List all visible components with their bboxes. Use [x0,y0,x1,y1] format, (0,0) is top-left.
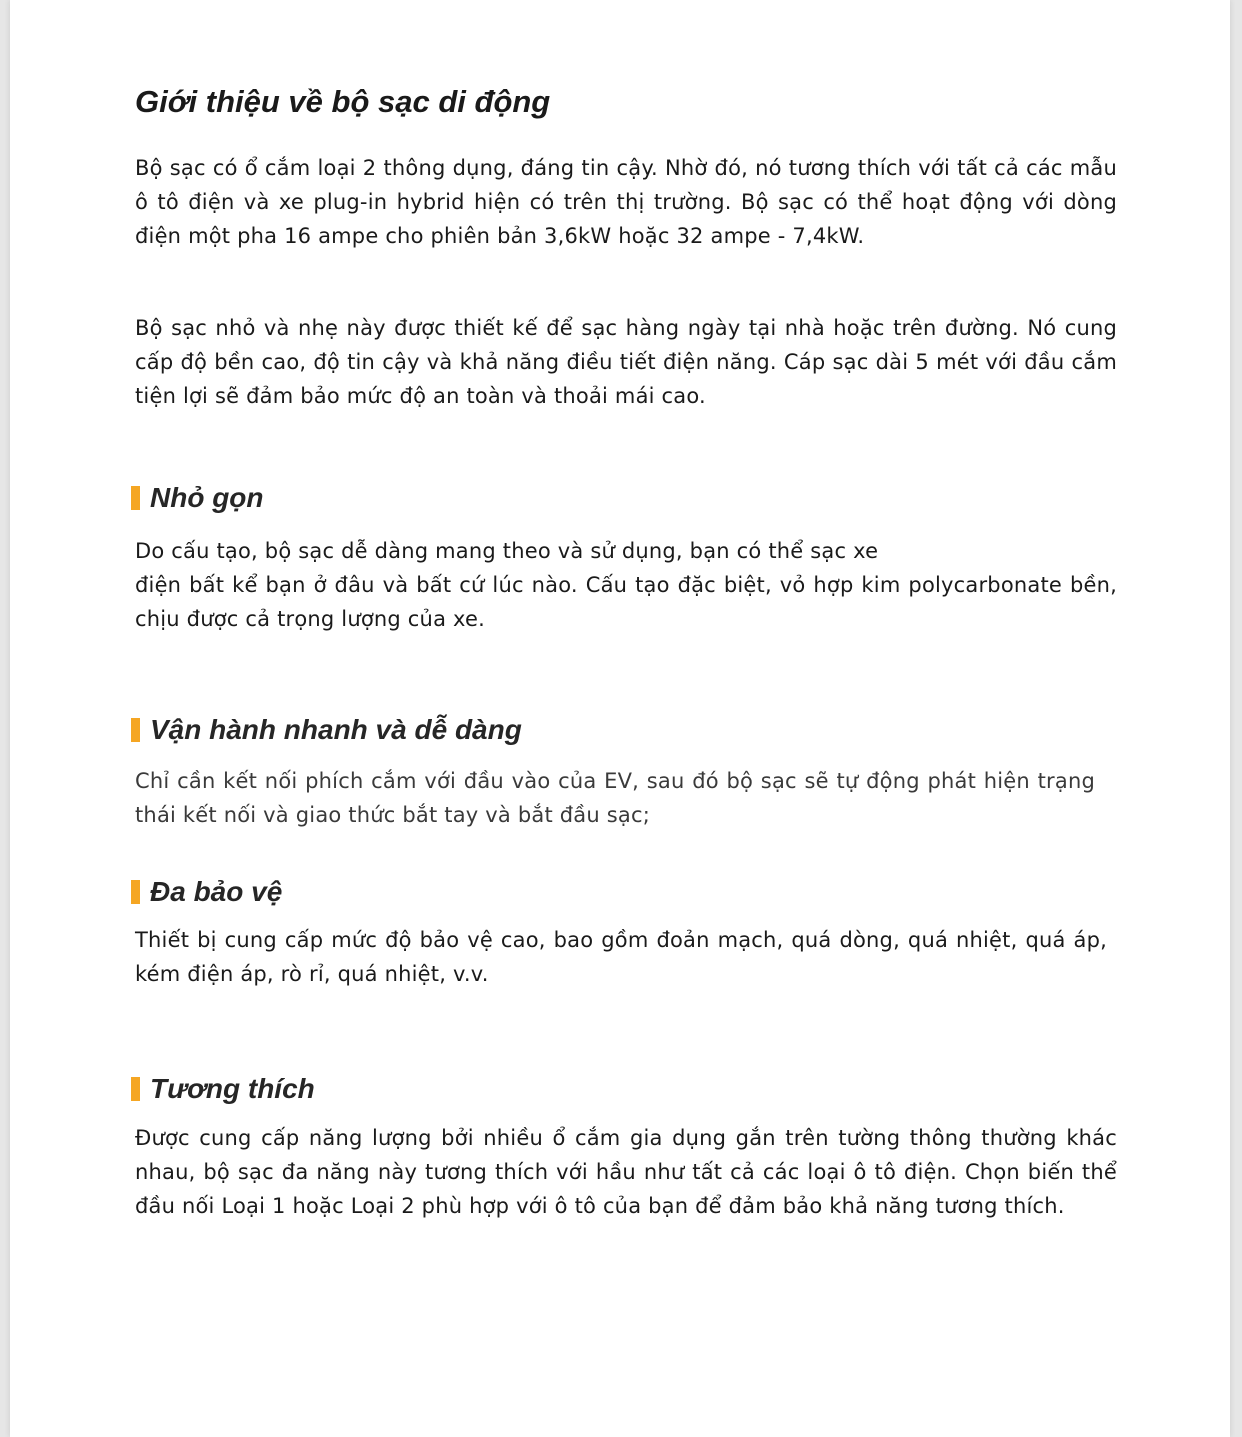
section-text-compatibility: Được cung cấp năng lượng bởi nhiều ổ cắm gia dụng gắn trên tường thông thường khác nhau, bộ sạc đa năng này tương thích với hầu như tất cả các loại ô tô điện. Chọn biến thể đầu nối Loại 1 hoặc Loại 2 phù hợp với ô tô của bạn để đảm bảo khả năng tương thích. [135,1126,1117,1218]
accent-bar-icon [131,1077,140,1101]
section-heading-operation [131,714,522,746]
section-title: Tương thích [150,1073,315,1104]
section-heading-compact [131,482,264,514]
section-text-operation: Chỉ cần kết nối phích cắm với đầu vào của EV, sau đó bộ sạc sẽ tự động phát hiện trạng thái kết nối và giao thức bắt tay và bắt đầu sạc; [135,769,1095,827]
section-text-compact-line-1: Do cấu tạo, bộ sạc dễ dàng mang theo và sử dụng, bạn có thể sạc xe [135,539,879,563]
section-text-compact-line-2: điện bất kể bạn ở đâu và bất cứ lúc nào. Cấu tạo đặc biệt, vỏ hợp kim polycarbonate bền, chịu được cả trọng lượng của xe. [135,573,1117,631]
intro-paragraph-2: Bộ sạc nhỏ và nhẹ này được thiết kế để sạc hàng ngày tại nhà hoặc trên đường. Nó cung cấp độ bền cao, độ tin cậy và khả năng điều tiết điện năng. Cáp sạc dài 5 mét với đầu cắm tiện lợi sẽ đảm bảo mức độ an toàn và thoải mái cao. [135,316,1117,408]
section-title: Nhỏ gọn [150,482,264,513]
document-page [10,0,1230,1437]
accent-bar-icon [131,880,140,904]
accent-bar-icon [131,486,140,510]
section-title: Vận hành nhanh và dễ dàng [150,714,522,745]
section-heading-compatibility [131,1073,315,1105]
intro-paragraph-1: Bộ sạc có ổ cắm loại 2 thông dụng, đáng tin cậy. Nhờ đó, nó tương thích với tất cả các mẫu ô tô điện và xe plug-in hybrid hiện có trên thị trường. Bộ sạc có thể hoạt động với dòng điện một pha 16 ampe cho phiên bản 3,6kW hoặc 32 ampe - 7,4kW. [135,156,1117,248]
page-title: Giới thiệu về bộ sạc di động [135,84,551,119]
section-heading-protection [131,876,282,908]
section-text-protection: Thiết bị cung cấp mức độ bảo vệ cao, bao gồm đoản mạch, quá dòng, quá nhiệt, quá áp, kém điện áp, rò rỉ, quá nhiệt, v.v. [135,928,1107,986]
section-title: Đa bảo vệ [150,876,283,907]
accent-bar-icon [131,718,140,742]
